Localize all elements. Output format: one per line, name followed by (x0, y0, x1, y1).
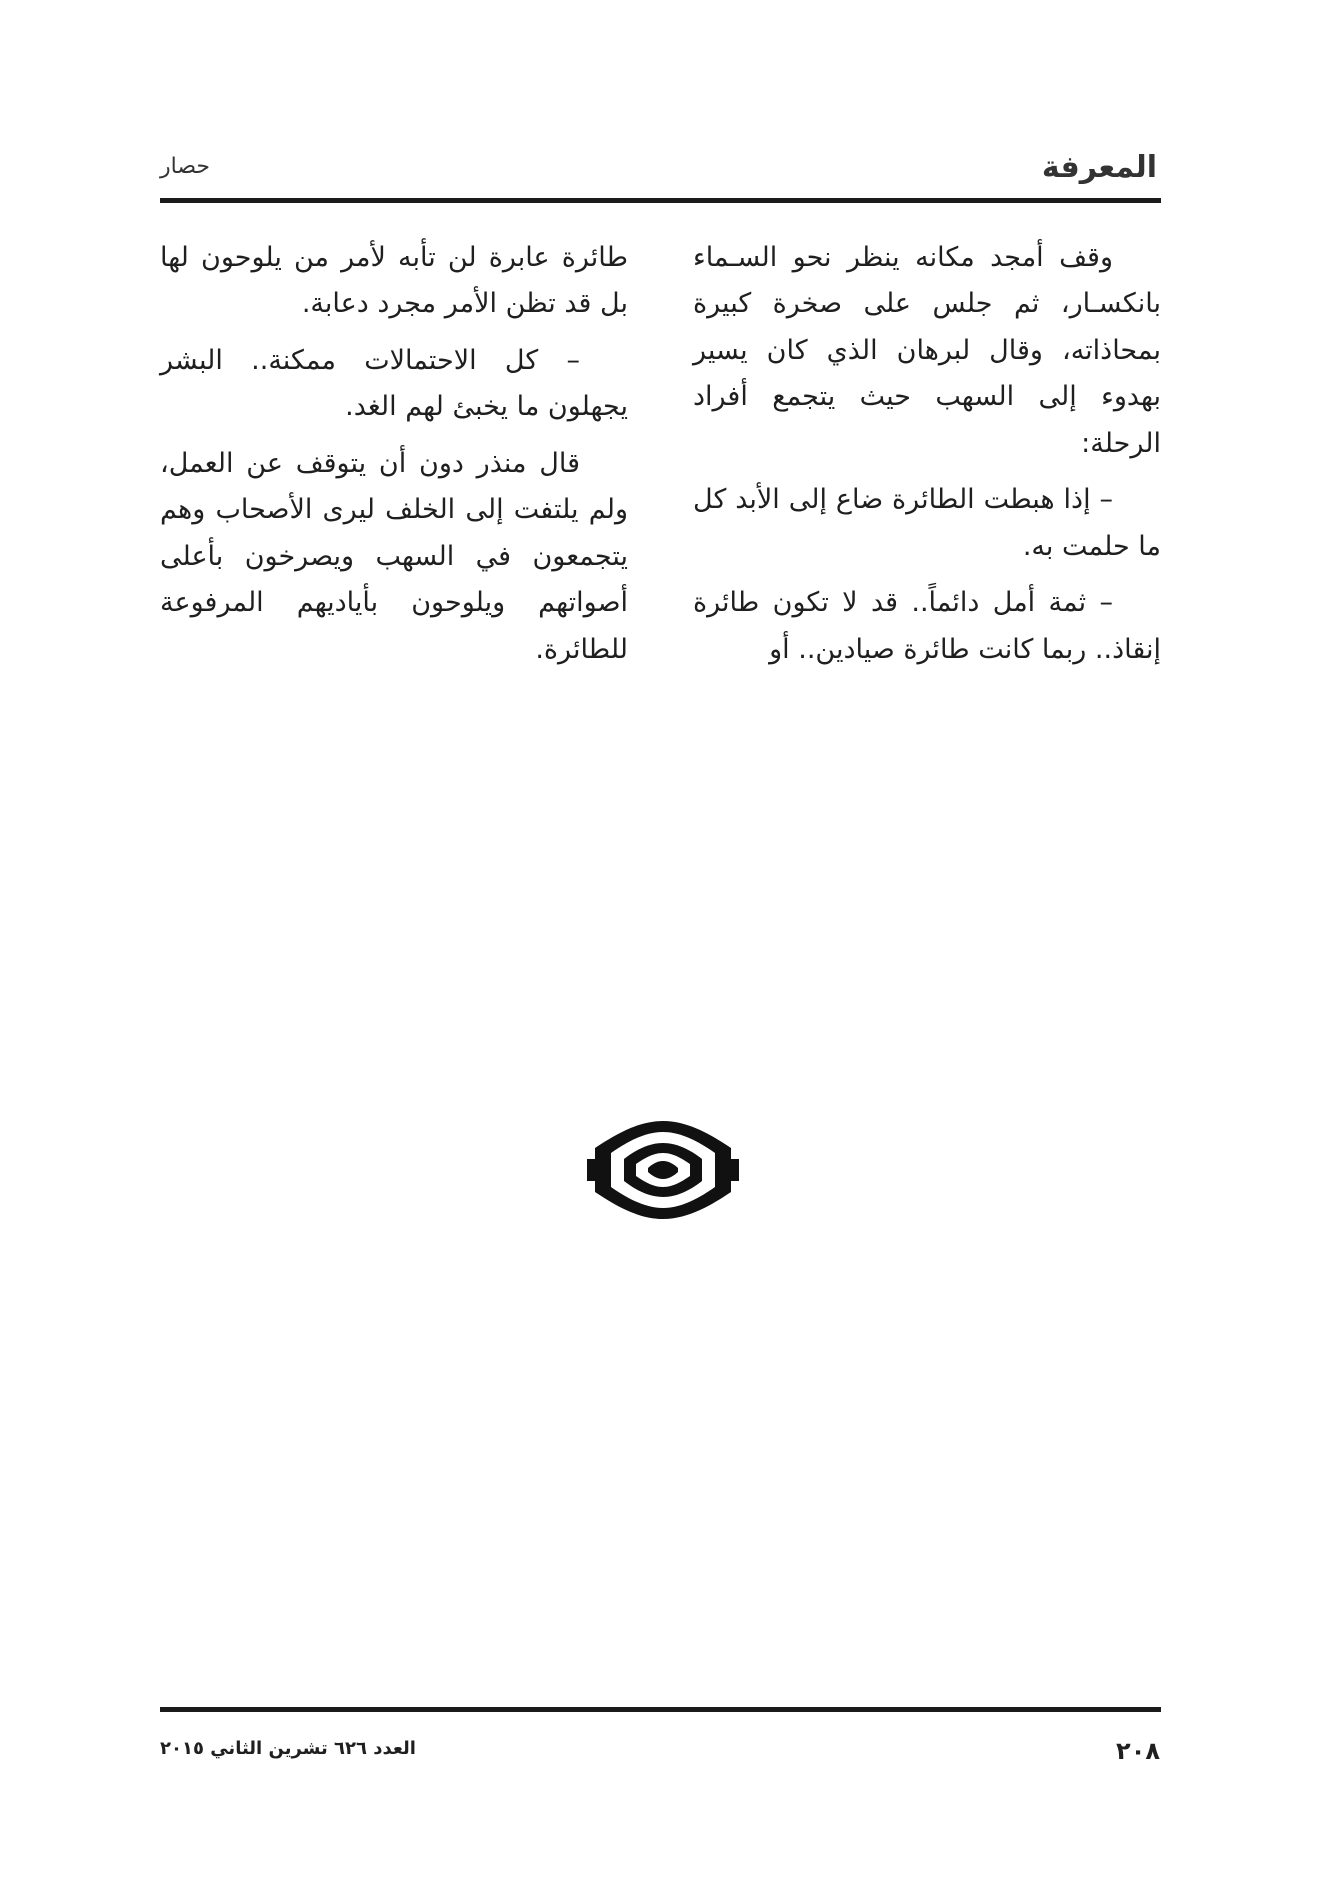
left-column (160, 235, 628, 683)
magazine-logo (1031, 150, 1159, 184)
decorative-ornament-icon (587, 1115, 739, 1225)
paragraph: قال منذر دون أن يتوقف عن العمل، ولم يلتفت إلى الخلف ليرى الأصحاب وهم يتجمعون في السهب ويصرخون بأعلى أصواتهم ويلوحون بأياديهم المرفوعة للطائرة. (160, 447, 628, 665)
paragraph: طائرة عابرة لن تأبه لأمر من يلوحون لها بل قد تظن الأمر مجرد دعابة. (160, 242, 628, 320)
section-title: حصار (160, 154, 211, 179)
magazine-logo-text: المعرفة (1041, 150, 1157, 184)
paragraph: وقف أمجد مكانه ينظر نحو السـماء بانكسـار، ثم جلس على صخرة كبيرة بمحاذاته، وقال لبرهان الذي كان يسير بهدوء إلى السهب حيث يتجمع أفراد الرحلة: (693, 242, 1161, 459)
footer-divider (160, 1707, 1161, 1712)
issue-info: العدد ٦٢٦ تشرين الثاني ٢٠١٥ (160, 1738, 416, 1759)
paragraph: – إذا هبطت الطائرة ضاع إلى الأبد كل ما حلمت به. (693, 484, 1161, 562)
right-column (693, 235, 1161, 683)
page-number: ٢٠٨ (1116, 1737, 1160, 1765)
paragraph: – ثمة أمل دائماً.. قد لا تكون طائرة إنقاذ.. ربما كانت طائرة صيادين.. أو (693, 587, 1161, 665)
paragraph: – كل الاحتمالات ممكنة.. البشر يجهلون ما يخبئ لهم الغد. (160, 344, 628, 423)
header-divider (160, 198, 1161, 203)
